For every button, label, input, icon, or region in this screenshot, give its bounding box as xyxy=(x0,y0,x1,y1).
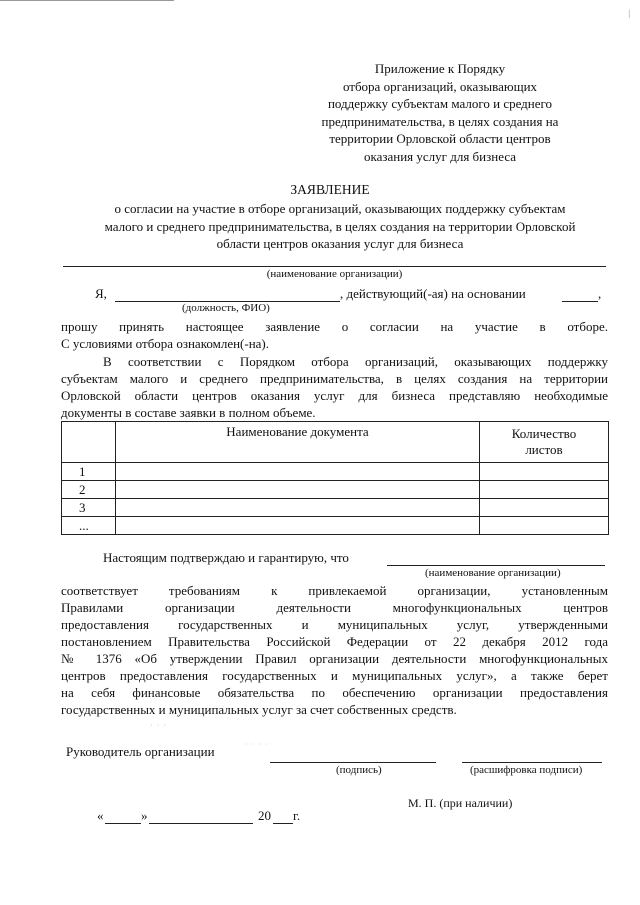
row-number: 1 xyxy=(62,463,116,481)
head-label: Руководитель организации xyxy=(66,744,215,759)
subtitle-line: о согласии на участие в отборе организаций, оказывающих поддержку субъектам xyxy=(114,201,566,216)
row-number: 2 xyxy=(62,481,116,499)
signature-caption: (подпись) xyxy=(336,764,382,776)
accordance-line-3: Орловской области центров оказания услуг для бизнеса представляю необходимые xyxy=(61,388,608,403)
confirm-line: центров предоставления государственных и муниципальных услуг», а также берет xyxy=(61,668,608,683)
confirm-org-field[interactable] xyxy=(387,565,605,566)
accordance-line-4: документы в составе заявки в полном объеме. xyxy=(61,405,316,420)
org-name-caption: (наименование организации) xyxy=(266,268,403,280)
table-header-num xyxy=(62,422,116,463)
date-open-quote: « xyxy=(97,808,104,823)
top-edge-line xyxy=(0,0,174,1)
table-header-name: Наименование документа xyxy=(116,422,480,463)
row-name-cell[interactable] xyxy=(116,481,480,499)
date-year-suffix: г. xyxy=(293,808,301,823)
document-title: ЗАЯВЛЕНИЕ xyxy=(290,182,370,197)
decode-caption: (расшифровка подписи) xyxy=(470,764,583,776)
row-qty-cell[interactable] xyxy=(480,481,609,499)
request-line-2: С условиями отбора ознакомлен(-на). xyxy=(61,336,270,351)
table-row xyxy=(62,481,609,499)
table-row xyxy=(62,517,609,535)
date-year-prefix: 20 xyxy=(258,808,271,823)
row-qty-cell[interactable] xyxy=(480,517,609,535)
applicant-i: Я, xyxy=(95,286,107,301)
row-qty-cell[interactable] xyxy=(480,463,609,481)
row-number: 3 xyxy=(62,499,116,517)
appendix-header xyxy=(300,60,580,165)
basis-field[interactable] xyxy=(562,301,598,302)
confirm-line: постановлением Правительства Российской Федерации от 22 декабря 2012 года xyxy=(61,634,608,649)
signature-field[interactable] xyxy=(270,762,436,763)
table-row xyxy=(62,463,609,481)
row-name-cell[interactable] xyxy=(116,499,480,517)
request-line-1: прошу принять настоящее заявление о согласии на участие в отборе. xyxy=(61,319,608,334)
date-year-field[interactable] xyxy=(273,823,293,824)
confirm-org-caption: (наименование организации) xyxy=(425,567,561,579)
date-day-field[interactable] xyxy=(105,823,141,824)
confirm-line: предоставления государственных и муниципальных услуг, утвержденными xyxy=(61,617,608,632)
subtitle-line: области центров оказания услуг для бизнеса xyxy=(216,236,464,251)
date-month-field[interactable] xyxy=(149,823,253,824)
row-qty-cell[interactable] xyxy=(480,499,609,517)
appendix-line: отбора организаций, оказывающих xyxy=(342,78,538,94)
qty-header-line: Количество xyxy=(511,426,577,441)
subtitle-line: малого и среднего предпринимательства, в целях создания на территории Орловской xyxy=(104,218,576,234)
accordance-line-1: В соответствии с Порядком отбора организаций, оказывающих поддержку xyxy=(103,354,608,369)
applicant-comma: , xyxy=(598,286,602,301)
documents-table xyxy=(61,421,609,535)
row-name-cell[interactable] xyxy=(116,517,480,535)
org-name-field[interactable] xyxy=(63,266,606,267)
signature-decode-field[interactable] xyxy=(462,762,602,763)
confirm-line: Правилами организации деятельности многофункциональных центров xyxy=(61,600,608,615)
appendix-line: предпринимательства, в целях создания на xyxy=(321,113,559,129)
faint-marks: · · · · xyxy=(245,740,269,749)
confirm-line: № 1376 «Об утверждении Правил организации деятельности многофункциональных xyxy=(61,651,608,666)
seal-label: М. П. (при наличии) xyxy=(408,796,513,810)
document-subtitle xyxy=(60,200,620,253)
appendix-line: поддержку субъектам малого и среднего xyxy=(327,96,553,111)
appendix-line: оказания услуг для бизнеса xyxy=(363,148,517,164)
faint-marks: · · · xyxy=(150,721,167,730)
confirm-line: на себя финансовые обязательства по обеспечению организации предоставления xyxy=(61,685,608,700)
accordance-line-2: субъектам малого и среднего предпринимательства, в целях создания на территории xyxy=(61,371,608,386)
applicant-caption: (должность, ФИО) xyxy=(182,302,270,314)
corner-mark: | xyxy=(628,8,630,18)
confirm-line: соответствует требованиям к привлекаемой организации, установленным xyxy=(61,583,608,598)
confirm-lead: Настоящим подтверждаю и гарантирую, что xyxy=(103,550,349,565)
qty-header-line: листов xyxy=(525,442,563,457)
appendix-line: территории Орловской области центров xyxy=(329,131,551,146)
table-row xyxy=(62,499,609,517)
row-name-cell[interactable] xyxy=(116,463,480,481)
confirm-line-last: государственных и муниципальных услуг за счет собственных средств. xyxy=(61,702,457,717)
applicant-acting: , действующий(-ая) на основании xyxy=(340,286,526,301)
table-header-row xyxy=(62,422,609,463)
row-number: ... xyxy=(62,517,116,535)
table-header-qty xyxy=(480,422,609,463)
date-close-quote: » xyxy=(141,808,148,823)
appendix-line: Приложение к Порядку xyxy=(374,61,506,76)
